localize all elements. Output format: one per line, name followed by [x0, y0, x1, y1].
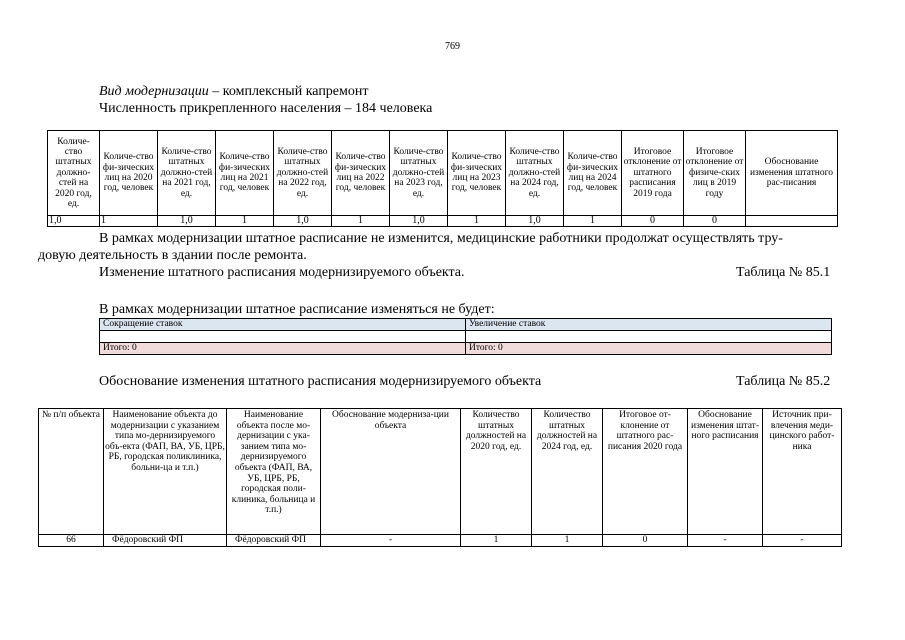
staffing-cell: 1 [100, 216, 158, 227]
staffing-header-cell: Количе-ство штатных должно-стей на 2020 год, ед. [48, 131, 100, 216]
staffing-header-cell: Количе-ство штатных должно-стей на 2024 год, ед. [506, 131, 564, 216]
staffing-header-cell: Итоговое отклонение от штатного расписания 2019 года [622, 131, 684, 216]
paragraph-line-2: довую деятельность в здании после ремонта. [38, 248, 307, 263]
staffing-cell: 1,0 [274, 216, 332, 227]
staffing-header-cell: Количе-ство фи-зических лиц на 2024 год, человек [564, 131, 622, 216]
staffing-header-cell: Количе-ство фи-зических лиц на 2023 год, человек [448, 131, 506, 216]
staffing-cell: 1,0 [158, 216, 216, 227]
increase-header: Увеличение ставок [466, 319, 832, 331]
justification-cell: - [321, 535, 461, 547]
staffing-table [47, 130, 838, 227]
staffing-header-cell: Обоснование изменения штатного рас-писания [746, 131, 838, 216]
staffing-header-cell: Количе-ство штатных должно-стей на 2021 год, ед. [158, 131, 216, 216]
rate-changes-empty-cell [100, 331, 466, 343]
staffing-table-header-row [48, 131, 838, 216]
justification-cell: Фёдоровский ФП [104, 535, 227, 547]
staffing-header-cell: Количе-ство фи-зических лиц на 2022 год, человек [332, 131, 390, 216]
justification-cell: Фёдоровский ФП [227, 535, 321, 547]
justification-header-cell: Обоснование модерниза-ции объекта [321, 409, 461, 535]
justification-header-cell: Итоговое от-клонение от штатного рас-писания 2020 года [603, 409, 688, 535]
section1-table-label: Таблица № 85.1 [736, 265, 831, 280]
justification-table-row [39, 535, 842, 547]
section1-note: В рамках модернизации штатное расписание изменяться не будет: [99, 302, 495, 317]
staffing-cell: 1,0 [48, 216, 100, 227]
rate-changes-total-row [100, 343, 832, 355]
staffing-cell: 1 [564, 216, 622, 227]
reduction-header: Сокращение ставок [100, 319, 466, 331]
justification-cell: - [688, 535, 763, 547]
staffing-header-cell: Количе-ство штатных должно-стей на 2022 год, ед. [274, 131, 332, 216]
justification-cell: 66 [39, 535, 104, 547]
staffing-cell: 1,0 [390, 216, 448, 227]
justification-header-row [39, 409, 842, 535]
justification-cell: 1 [461, 535, 532, 547]
staffing-cell: 0 [622, 216, 684, 227]
population-line: Численность прикрепленного населения – 184 человека [99, 101, 433, 116]
staffing-header-cell: Количе-ство фи-зических лиц на 2020 год, человек [100, 131, 158, 216]
staffing-header-cell: Итоговое отклонение от физиче-ских лиц в 2019 году [684, 131, 746, 216]
justification-cell: 1 [532, 535, 603, 547]
staffing-cell [746, 216, 838, 227]
staffing-header-cell: Количе-ство штатных должно-стей на 2023 год, ед. [390, 131, 448, 216]
rate-changes-empty-cell [466, 331, 832, 343]
rate-changes-header-row [100, 319, 832, 331]
justification-table [38, 408, 842, 547]
page-number: 769 [445, 41, 460, 52]
modernization-type-value: – комплексный капремонт [208, 84, 369, 99]
justification-cell: - [763, 535, 842, 547]
justification-header-cell: Источник при-влечения меди-цинского работ-ника [763, 409, 842, 535]
modernization-type [99, 84, 369, 100]
justification-header-cell: Количество штатных должностей на 2020 год, ед. [461, 409, 532, 535]
paragraph-line-1: В рамках модернизации штатное расписание не изменится, медицинские работники продолжат осуществлять тру- [99, 231, 783, 246]
staffing-table-row [48, 216, 838, 227]
staffing-cell: 1,0 [506, 216, 564, 227]
staffing-cell: 0 [684, 216, 746, 227]
justification-header-cell: Обоснование изменения штат-ного расписания [688, 409, 763, 535]
total-right: Итого: 0 [466, 343, 832, 355]
modernization-type-label: Вид модернизации [99, 84, 209, 99]
justification-cell: 0 [603, 535, 688, 547]
staffing-cell: 1 [448, 216, 506, 227]
justification-header-cell: Количество штатных должностей на 2024 год, ед. [532, 409, 603, 535]
staffing-cell: 1 [332, 216, 390, 227]
justification-header-cell: Наименование объекта до модернизации с указанием типа мо-дернизируемого объ-екта (ФАП, ВА, УБ, ЦРБ, РБ, городская поликлиника, больни-ца и т.п.) [104, 409, 227, 535]
section2-title: Обоснование изменения штатного расписания модернизируемого объекта [99, 374, 542, 389]
rate-changes-table [99, 318, 832, 355]
staffing-header-cell: Количе-ство фи-зических лиц на 2021 год, человек [216, 131, 274, 216]
justification-header-cell: Наименование объекта после мо-дернизации с ука-занием типа мо-дернизируемого объекта (ФАП, ВА, УБ, ЦРБ, РБ, городская поли-клиника, больница и т.п.) [227, 409, 321, 535]
section1-title: Изменение штатного расписания модернизируемого объекта. [99, 265, 465, 280]
section2-table-label: Таблица № 85.2 [736, 374, 831, 389]
total-left: Итого: 0 [100, 343, 466, 355]
rate-changes-empty-row [100, 331, 832, 343]
justification-header-cell: № п/п объекта [39, 409, 104, 535]
staffing-cell: 1 [216, 216, 274, 227]
